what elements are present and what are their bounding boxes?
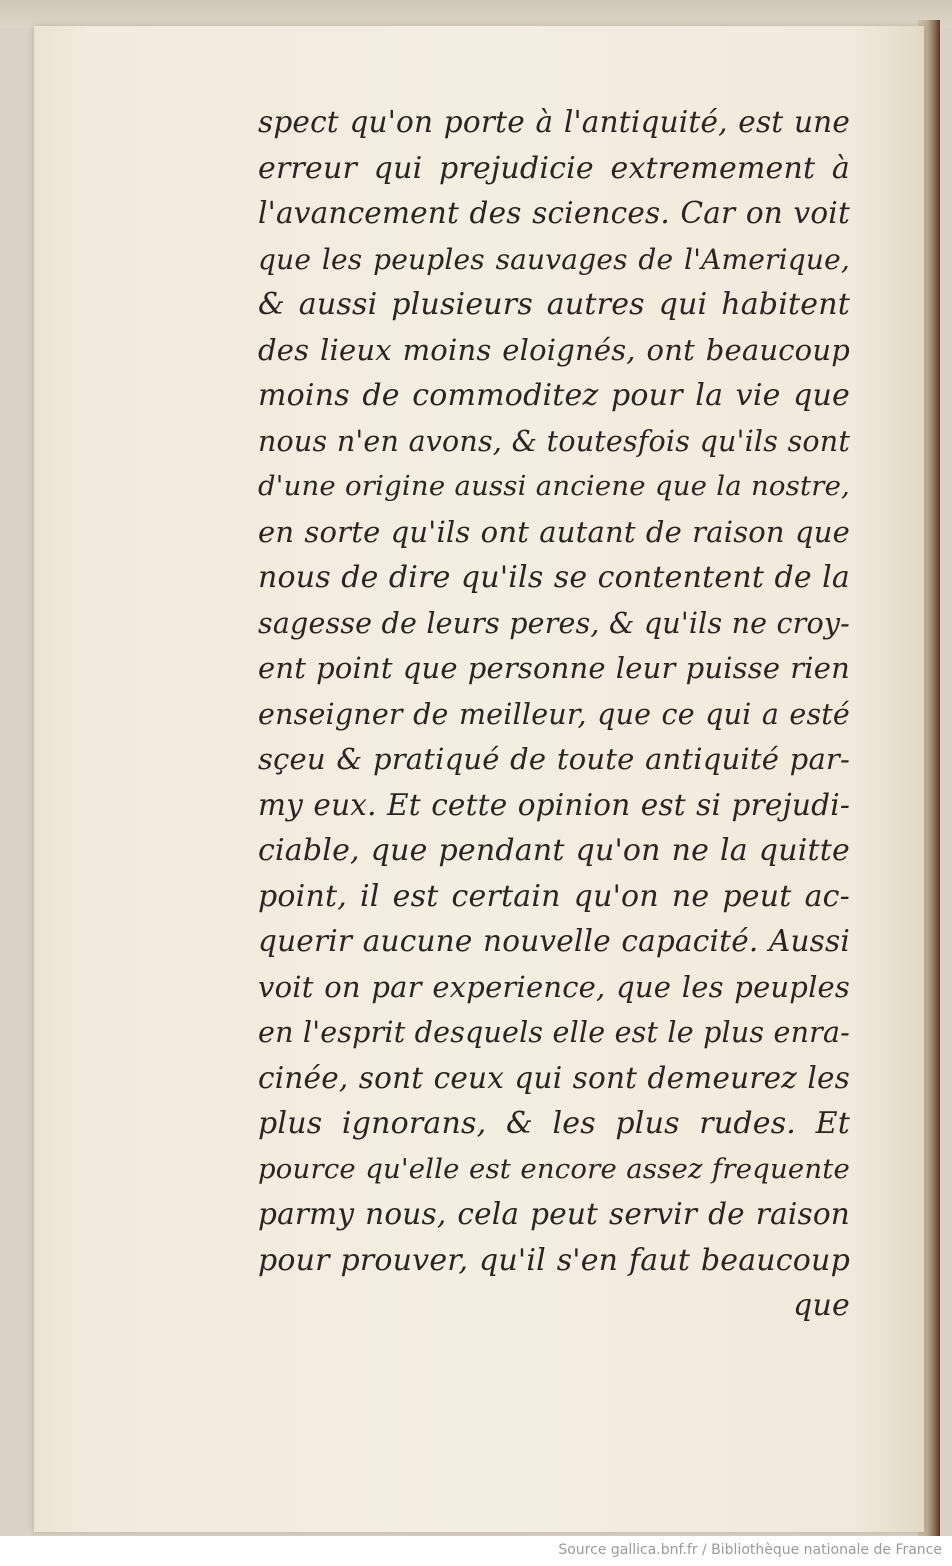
text-line: point, il est certain qu'on ne peut ac-	[258, 878, 850, 914]
text-line: l'avancement des sciences. Car on voit	[258, 196, 850, 230]
text-line: erreur qui prejudicie extremement à	[258, 150, 850, 186]
text-line: pour prouver, qu'il s'en faut beaucoup	[258, 1242, 850, 1278]
text-line: des lieux moins eloignés, ont beaucoup	[258, 332, 850, 367]
text-line: en sorte qu'ils ont autant de raison que	[258, 514, 850, 549]
text-line: voit on par experience, que les peuples	[258, 969, 850, 1004]
text-line: d'une origine aussi anciene que la nostre,	[258, 470, 850, 502]
text-line: my eux. Et cette opinion est si prejudi-	[258, 787, 850, 822]
text-line: que les peuples sauvages de l'Amerique,	[258, 242, 850, 276]
catchword: que	[793, 1288, 850, 1323]
text-line: parmy nous, cela peut servir de raison	[258, 1197, 850, 1231]
text-line: plus ignorans, & les plus rudes. Et	[258, 1106, 850, 1141]
text-line: sçeu & pratiqué de toute antiquité par-	[258, 742, 850, 776]
page-top-shadow	[0, 0, 952, 28]
text-line: cinée, sont ceux qui sont demeurez les	[258, 1060, 850, 1095]
text-line: enseigner de meilleur, que ce qui a esté	[258, 697, 850, 731]
text-line: spect qu'on porte à l'antiquité, est une	[258, 105, 850, 139]
text-line: & aussi plusieurs autres qui habitent	[258, 287, 850, 322]
text-line: nous n'en avons, & toutesfois qu'ils sont	[258, 424, 850, 458]
text-line: sagesse de leurs peres, & qu'ils ne croy-	[258, 606, 850, 640]
page-text	[258, 100, 850, 1329]
text-line: ent point que personne leur puisse rien	[258, 651, 850, 685]
text-line: ciable, que pendant qu'on ne la quitte	[258, 833, 850, 868]
text-line: en l'esprit desquels elle est le plus enra-	[258, 1016, 850, 1049]
text-line: moins de commoditez pour la vie que	[258, 378, 850, 413]
footer-bar	[0, 1536, 952, 1566]
text-line: querir aucune nouvelle capacité. Aussi	[258, 924, 850, 958]
text-line: nous de dire qu'ils se contentent de la	[258, 560, 850, 595]
source-credit: Source gallica.bnf.fr / Bibliothèque nationale de France	[558, 1542, 942, 1558]
text-line: pource qu'elle est encore assez frequente	[258, 1152, 850, 1185]
